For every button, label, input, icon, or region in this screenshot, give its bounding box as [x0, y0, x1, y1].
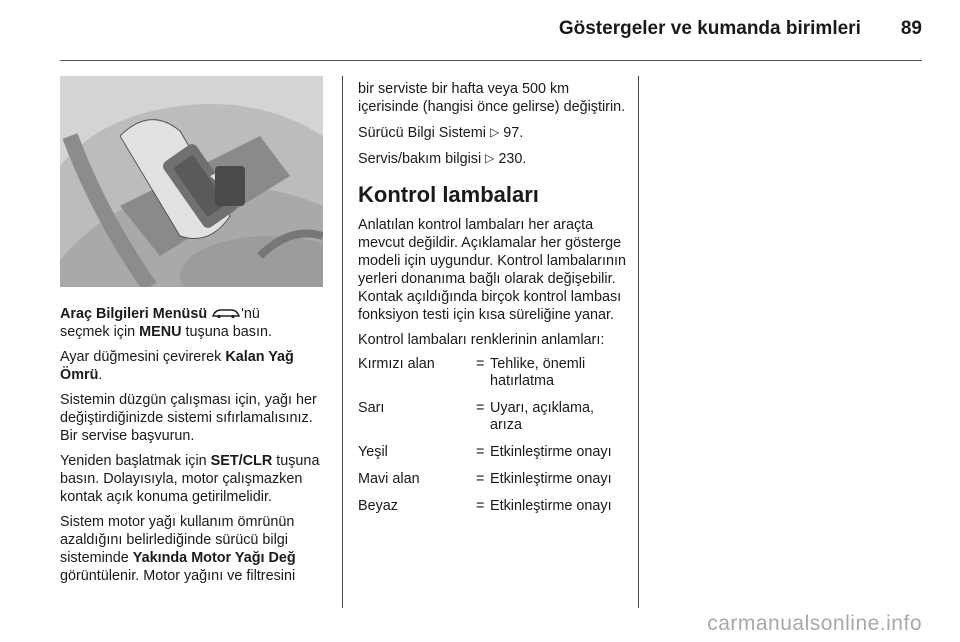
table-row: [358, 498, 623, 525]
text: tuşuna basın. Dolayısıyla, motor çalışmazken kontak açık konuma getirilmelidir.: [60, 453, 320, 505]
paragraph: Anlatılan kontrol lambaları her araçta mevcut değildir. Açıklamalar her gösterge modeli için uygundur. Kontrol lambalarının yerleri donanıma bağlı olarak değişebilir. Kontak açıldığında birçok kontrol lambası fonksiyon testi için kısa süreliğine yanar.: [358, 217, 626, 323]
page-reference-icon: ▷: [489, 125, 500, 139]
cross-reference: [358, 123, 633, 142]
color-name: Mavi alan: [358, 471, 420, 487]
equals-sign: =: [476, 400, 485, 416]
page-header: [559, 18, 922, 48]
paragraph: [60, 452, 330, 506]
bold-term: SET/CLR: [210, 453, 273, 469]
paragraph: Sistemin düzgün çalışması için, yağı her değiştirdiğinizde sistemi sıfırlamalısınız. Bir servise başvurun.: [60, 392, 317, 444]
bold-term: Kalan Yağ Ömrü: [60, 349, 294, 383]
equals-sign: =: [476, 498, 485, 514]
bold-term: Yakında Motor Yağı Değ: [132, 550, 296, 566]
text: Sürücü Bilgi Sistemi: [358, 125, 486, 141]
color-meaning: Etkinleştirme onayı: [490, 498, 612, 514]
column-divider-1: [342, 76, 343, 608]
left-column-text: [60, 305, 330, 592]
steering-stalk-photo: [60, 76, 323, 287]
text: .: [98, 367, 103, 383]
paragraph: bir serviste bir hafta veya 500 km içerisinde (hangisi önce gelirse) değiştirin.: [358, 81, 626, 115]
text: Sistem motor yağı kullanım ömrünün azaldığını belirlediğinde sürücü bilgi sisteminde: [60, 514, 295, 566]
table-row: [358, 444, 623, 471]
table-row: [358, 400, 623, 444]
section-title: Kontrol lambaları: [358, 182, 539, 207]
color-name: Kırmızı alan: [358, 356, 435, 372]
cross-reference: [358, 149, 633, 168]
text: tuşuna basın.: [185, 324, 272, 340]
text: Ayar düğmesini çevirerek: [60, 349, 222, 365]
text: seçmek için: [60, 324, 136, 340]
paragraph: [60, 513, 330, 585]
reference-page: 97.: [503, 125, 524, 141]
bold-term: Araç Bilgileri Menüsü: [60, 306, 208, 322]
paragraph: [60, 305, 330, 341]
color-name: Yeşil: [358, 444, 388, 460]
paragraph: Kontrol lambaları renklerinin anlamları:: [358, 332, 605, 348]
color-name: Sarı: [358, 400, 385, 416]
page-number: 89: [900, 18, 922, 39]
color-meaning-table: [358, 356, 623, 525]
table-row: [358, 471, 623, 498]
bold-term: MENU: [139, 324, 182, 340]
color-meaning: Uyarı, açıklama, arıza: [490, 400, 594, 433]
color-meaning: Etkinleştirme onayı: [490, 444, 612, 460]
color-meaning: Etkinleştirme onayı: [490, 471, 612, 487]
car-info-icon: [211, 307, 241, 319]
table-row: [358, 356, 623, 400]
text: Yeniden başlatmak için: [60, 453, 207, 469]
text: 'nü: [241, 306, 260, 322]
page-reference-icon: ▷: [485, 151, 495, 165]
column-divider-2: [638, 76, 639, 608]
watermark[interactable]: carmanualsonline.info: [707, 612, 922, 635]
right-column-text: [358, 80, 633, 525]
reference-page: 230.: [498, 151, 527, 167]
text: Servis/bakım bilgisi: [358, 151, 482, 167]
equals-sign: =: [476, 356, 485, 372]
equals-sign: =: [476, 471, 485, 487]
text: görüntülenir. Motor yağını ve filtresini: [60, 568, 296, 584]
paragraph: [60, 348, 330, 384]
header-title: Göstergeler ve kumanda birimleri: [558, 18, 861, 39]
steering-stalk-illustration: [60, 76, 323, 287]
equals-sign: =: [476, 444, 485, 460]
header-divider: [60, 60, 922, 61]
color-meaning: Tehlike, önemli hatırlatma: [490, 356, 586, 389]
color-name: Beyaz: [358, 498, 398, 514]
